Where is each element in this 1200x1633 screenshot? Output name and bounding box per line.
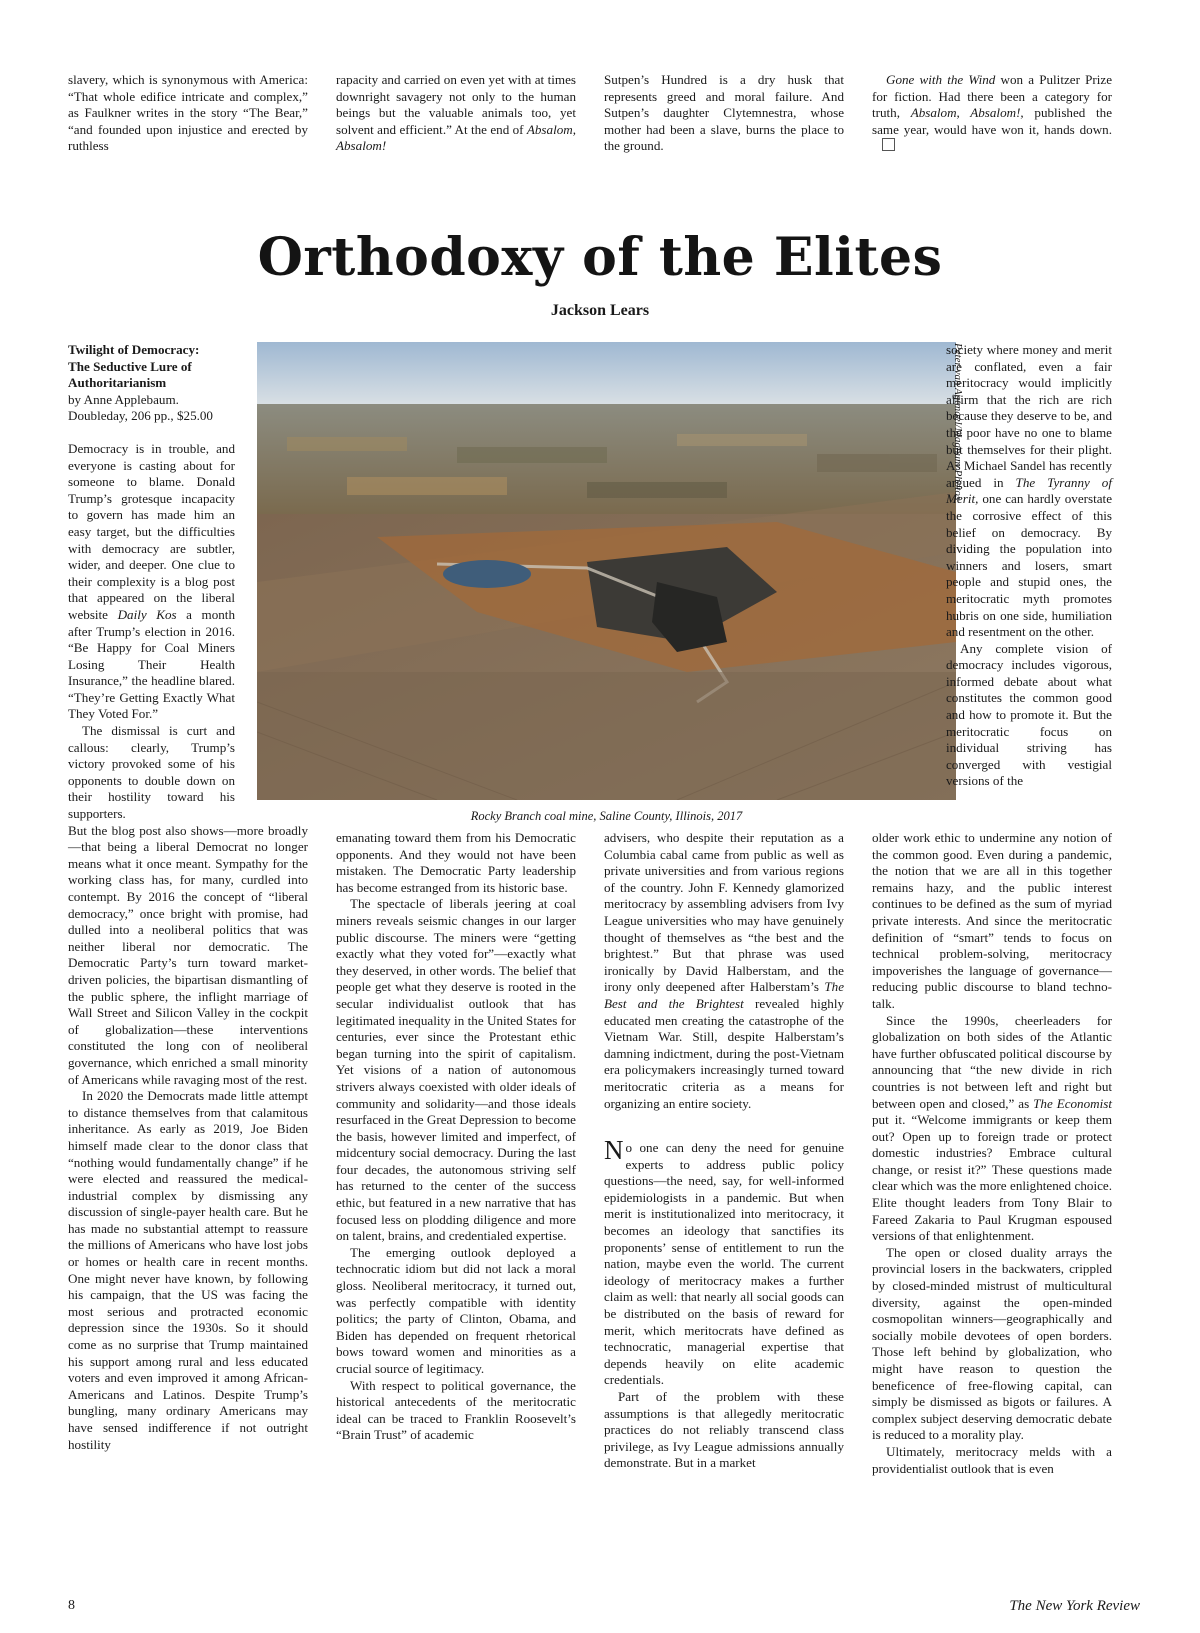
col4-paragraph-2: Any complete vision of democracy includes vigorous, informed debate about what constitutes the common good and how to promote it. But the meritocratic focus on individual striving has converged with vestigial versions of the (946, 640, 1112, 789)
top-col3-text: Sutpen’s Hundred is a dry husk that represents greed and moral failure. And Sutpen’s daughter Clytemnestra, whose mother had been a slave, burns the place to the ground. (604, 72, 844, 154)
col3-paragraph-2: No one can deny the need for genuine experts to address public policy questions—the need, say, for well-informed epidemiologists in a pandemic. But when merit is institutionalized into meritocracy, it becomes an ideology that sanctifies its proponents’ sense of entitlement to run the nation, maybe even the world. The current ideology of meritocracy makes a further claim as well: that nearly all social goods can be distributed on the basis of reward for merit, which meritocrats have defined as technocratic, managerial expertise that depends heavily on elite academic credentials. (604, 1135, 844, 1388)
column-4-lower (872, 830, 1112, 1477)
col4-paragraph-3: older work ethic to undermine any notion of the common good. Even during a pandemic, the notion that we are all in this together remains hazy, and the public interest continues to be defined as the sum of myriad private interests. And since the meritocratic definition of “smart” tends to focus on technical problem-solving, meritocracy impoverishes the language of governance—reducing public discourse to bland techno-talk. (872, 830, 1112, 1011)
col1-paragraph-1: Democracy is in trouble, and everyone is casting about for someone to blame. Donald Trump’s grotesque incapacity to govern has made him an easy target, but the difficulties with democracy are subtler, wider, and deeper. One clue to their complexity is a blog post that appeared on the liberal website Daily Kos a month after Trump’s election in 2016. “Be Happy for Coal Miners Losing Their Health Insurance,” the headline blared. “They’re Getting Exactly What They Voted For.” (68, 440, 235, 722)
top-column-1 (68, 72, 308, 155)
col4-paragraph-4: Since the 1990s, cheerleaders for globalization on both sides of the Atlantic have further obfuscated political discourse by announcing that “the new divide in rich countries is not between left and right but between open and closed,” as The Economist put it. “Welcome immigrants or keep them out? Open up to foreign trade or protect domestic industries? Embrace cultural change, or resist it?” These questions made clear which was the more enlightened choice. Elite thought leaders from Tony Blair to Fareed Zakaria to Paul Krugman espoused versions of that enlightenment. (872, 1012, 1112, 1244)
column-4-upper (946, 342, 1112, 790)
col2-paragraph-1: emanating toward them from his Democratic opponents. And they would not have been mistaken. The Democratic Party leadership has become estranged from its historic base. (336, 830, 576, 895)
book-title-line3: Authoritarianism (68, 375, 167, 391)
col1-paragraph-3: But the blog post also shows—more broadly—that being a liberal Democrat no longer means what it once meant. Sympathy for the working class has, for many, curdled into contempt. By 2016 the concept of “liberal democracy,” once bright with promise, had dulled into a neoliberal politics that was neither liberal nor democratic. The Democratic Party’s turn toward market-driven policies, the bipartisan dismantling of the public sphere, the inflight marriage of Wall Street and Silicon Valley in the cockpit of globalization—these interventions constituted the long con of neoliberal governance, which enriched a small minority of Americans while ravaging most of the rest. (68, 822, 308, 1087)
col2-paragraph-3: The emerging outlook deployed a technocratic idiom but did not lack a moral gloss. Neoliberal meritocracy, it turned out, was perfectly compatible with identity politics; the party of Clinton, Obama, and Biden has depended on frequent rhetorical bows toward women and minorities as a crucial source of legitimacy. (336, 1244, 576, 1376)
page-number: 8 (68, 1598, 75, 1613)
photo-coal-mine-aerial (257, 342, 956, 800)
col1-paragraph-4: In 2020 the Democrats made little attempt to distance themselves from that calamitous inheritance. As early as 2019, Joe Biden himself made clear to the donor class that “nothing would fundamentally change” if he were elected and reassured the medical-industrial complex by dismissing any discussion of single-payer health care. But he has made no substantial attempt to reassure the millions of Americans who have lost jobs or homes or health care in recent months. One might never have known, by following his campaign, that the US was facing the most serious and protracted economic depression since the 1930s. So it should come as no surprise that Trump maintained his support among rural and less educated voters and even improved it among African-Americans and Latinos. Despite Trump’s bungling, many ordinary Americans may have sensed indifference if not outright hostility (68, 1088, 308, 1452)
book-title-absalom: Absalom, Absalom! (336, 121, 576, 154)
col4-paragraph-6: Ultimately, meritocracy melds with a providentialist outlook that is even (872, 1443, 1112, 1476)
column-1 (68, 342, 308, 1453)
col2-paragraph-2: The spectacle of liberals jeering at coal miners reveals seismic changes in our larger public discourse. The miners were “getting exactly what they voted for”—exactly what they deserved, in other words. The belief that people get what they deserve is rooted in the secular individualist outlook that has legitimated inequality in the United States for centuries, ever since the Protestant ethic began turning into the spirit of capitalism. Yet visions of a nation of autonomous strivers always coexisted with older ideals of community and solidarity—and those ideals resurfaced in the Great Depression to become the basis, however limited and imperfect, of midcentury social democracy. During the last four decades, the autonomous striving self has returned to the center of the success ethic, but featured in a new narrative that has focused less on plodding diligence and more on talent, brains, and credentialed expertise. (336, 896, 576, 1244)
book-author: by Anne Applebaum. (68, 391, 179, 407)
book-publisher: Doubleday, 206 pp., $25.00 (68, 408, 213, 424)
column-2 (336, 830, 576, 1444)
top-column-2 (336, 72, 576, 155)
col3-paragraph-1: advisers, who despite their reputation as a Columbia cabal came from public as well as private universities and from various regions of the country. John F. Kennedy glamorized meritocracy by assembling advisers from Ivy League universities who may have genuinely thought of themselves as “the best and the brightest.” But that phrase was used ironically by David Halberstam, and the irony only deepened after Halberstam’s The Best and the Brightest revealed highly educated men creating the catastrophe of the Vietnam War. Still, despite Halberstam’s damning indictment, during the post-Vietnam era policymakers increasingly turned toward meritocratic criteria as a means for organizing an entire society. (604, 830, 845, 1111)
book-title-line2: The Seductive Lure of (68, 358, 192, 374)
col2-paragraph-4: With respect to political governance, the historical antecedents of the meritocratic ideal can be traced to Franklin Roosevelt’s “Brain Trust” of academic (336, 1377, 576, 1443)
top-col4-text: Gone with the Wind won a Pulitzer Prize for fiction. Had there been a category for truth, Absalom, Absalom!, published the same year, would have won it, hands down. (872, 72, 1112, 155)
photo-caption: Rocky Branch coal mine, Saline County, Illinois, 2017 (470, 809, 743, 823)
top-column-3 (604, 72, 844, 155)
col4-paragraph-1: society where money and merit are conflated, even a fair meritocracy would implicitly affirm that the rich are rich because they deserve to be, and the poor have no one to blame but themselves for their plight. As Michael Sandel has recently argued in The Tyranny of Merit, one can hardly overstate the corrosive effect of this belief on democracy. By dividing the population into winners and losers, smart people and stupid ones, the meritocratic myth promotes hubris on one side, humiliation and resentment on the other. (946, 342, 1113, 640)
drop-cap: N (604, 1135, 624, 1166)
article-title: Orthodoxy of the Elites (257, 227, 943, 288)
top-col2-text: rapacity and carried on even yet with at times downright savagery not only to the human beings but the valuable animals too, yet solvent and efficient.” At the end of Absalom, Absalom! (336, 72, 576, 154)
photo-credit: Peter van Agtmael/Magnum Photos (952, 343, 964, 501)
magazine-name: The New York Review (1009, 1598, 1140, 1614)
book-info (68, 342, 243, 425)
article-author: Jackson Lears (550, 302, 650, 319)
top-column-4 (872, 72, 1112, 155)
col4-paragraph-5: The open or closed duality arrays the provincial losers in the backwaters, crippled by closed-minded mistrust of multicultural diversity, against the open-minded cosmopolitan winners—geographically and socially mobile devotees of open borders. Those left behind by globalization, who might have reason to question the beneficence of free-flowing capital, can simply be dismissed as bigots or failures. A complex subject deserving democratic debate is reduced to a morality play. (872, 1244, 1112, 1443)
end-mark-icon (882, 138, 895, 151)
book-title-line1: Twilight of Democracy: (68, 342, 200, 357)
top-col1-text: slavery, which is synonymous with America: “That whole edifice intricate and complex,” as Faulkner writes in the story “The Bear,” “and founded upon injustice and erected by ruthless (68, 72, 308, 154)
column-3 (604, 830, 844, 1472)
col3-paragraph-3: Part of the problem with these assumptions is that allegedly meritocratic practices do not reliably transcend class privilege, as Ivy League admissions annually demonstrate. But in a market (604, 1389, 844, 1471)
col1-paragraph-2: The dismissal is curt and callous: clearly, Trump’s victory provoked some of his opponents to double down on their hostility toward his supporters. (68, 723, 235, 822)
